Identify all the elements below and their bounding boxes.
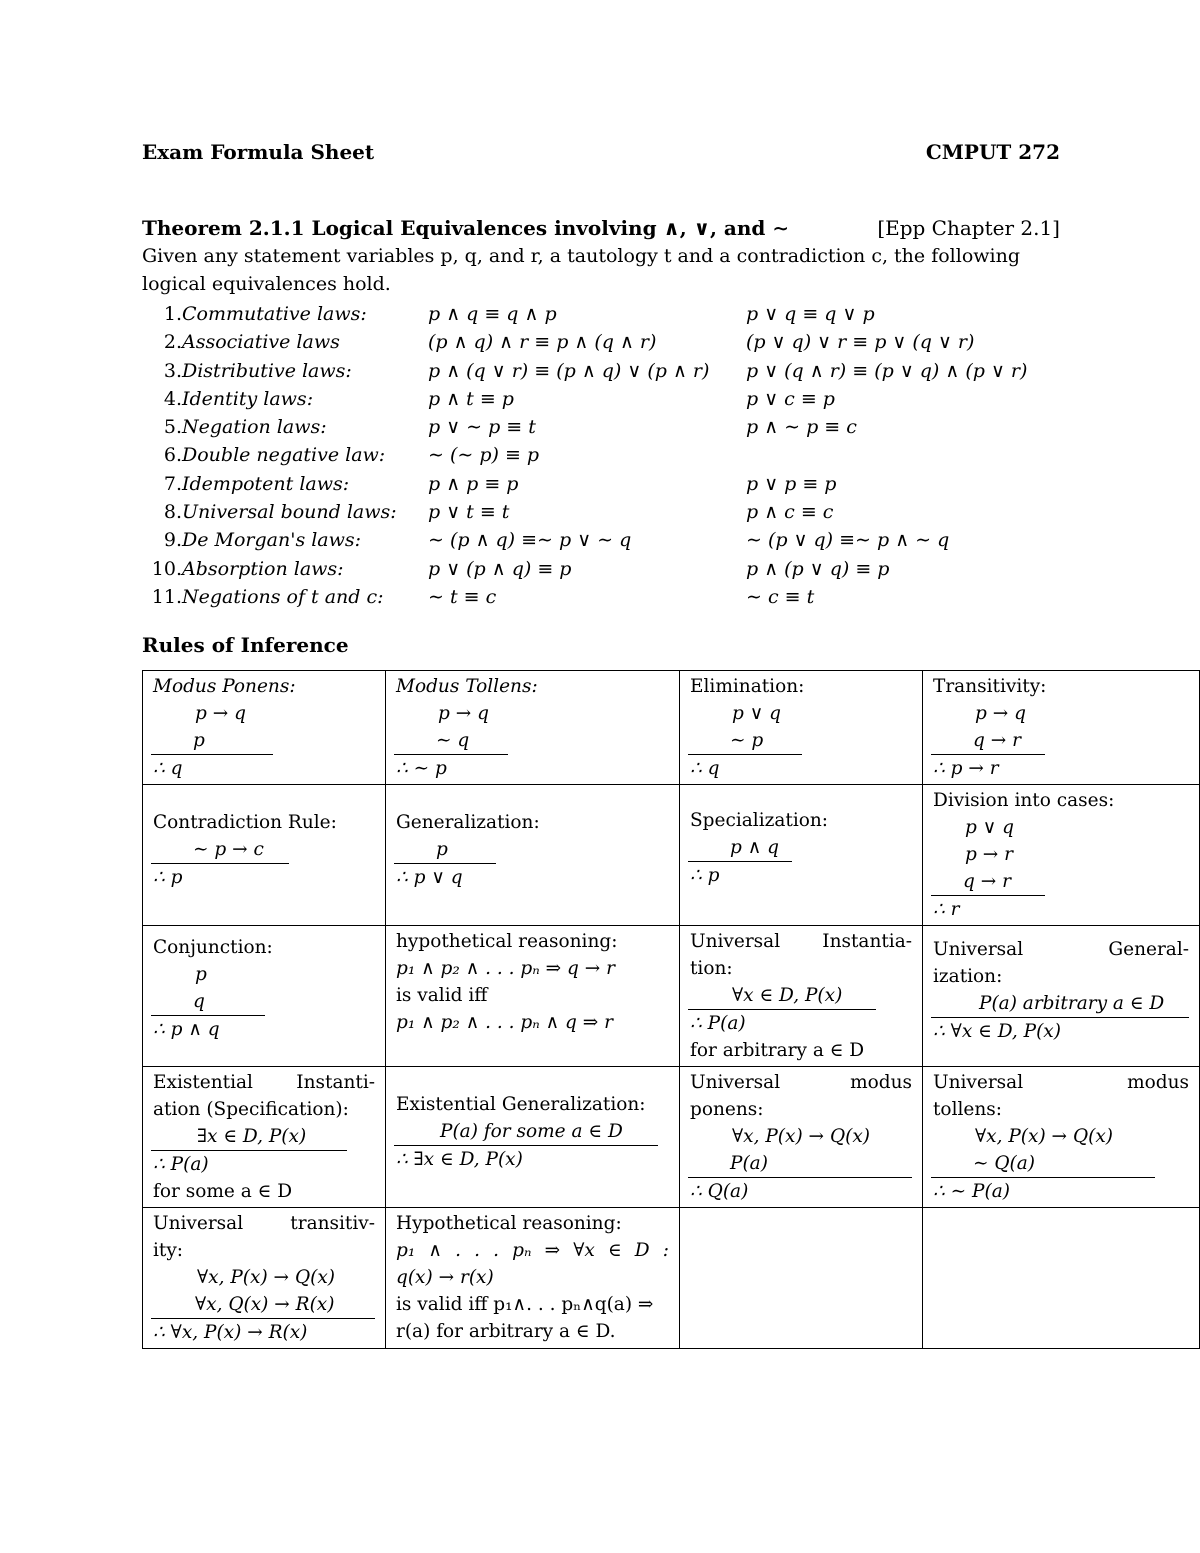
empty-cell [923, 1208, 1200, 1349]
rule-line: ∃x ∈ D, P(x) [151, 1123, 347, 1151]
law-number: 6. [163, 444, 182, 467]
rule-title: Generalization: [396, 812, 540, 833]
theorem-description [142, 242, 1060, 298]
rule-title: Modus Tollens: [396, 676, 538, 697]
rules-title: Rules of Inference [142, 633, 349, 658]
law-name: Double negative law: [182, 444, 386, 467]
rule-universal-instantiation [680, 926, 923, 1067]
law-name: Identity laws: [182, 387, 314, 410]
rule-title: Universal General- [933, 939, 1189, 960]
law-form-a: p ∧ p ≡ p [428, 472, 519, 495]
rule-conclusion: ∴ Q(a) [690, 1181, 749, 1202]
rule-line: p [151, 727, 273, 755]
rule-title: tollens: [933, 1099, 1002, 1120]
law-number: 11. [151, 585, 182, 608]
rule-title: Existential Generalization: [396, 1094, 646, 1115]
rule-elimination [680, 671, 923, 785]
rule-title: ation (Specification): [153, 1099, 349, 1120]
rule-line: ∀x, P(x) → Q(x) [975, 1126, 1113, 1147]
rule-line: ∼ p → c [151, 836, 289, 864]
law-form-b: ∼ (p ∨ q) ≡∼ p ∧ ∼ q [746, 529, 950, 552]
law-form-a: ∼ (∼ p) ≡ p [428, 444, 540, 467]
rule-line: ∀x, Q(x) → R(x) [151, 1291, 375, 1319]
rule-line: P(a) for some a ∈ D [394, 1118, 658, 1146]
rule-title: Conjunction: [153, 937, 273, 958]
rule-conclusion: ∴ ∃x ∈ D, P(x) [396, 1149, 523, 1170]
rule-line: P(a) [688, 1150, 912, 1178]
rule-conclusion: ∴ P(a) [153, 1154, 209, 1175]
law-form-b: p ∧ (p ∨ q) ≡ p [746, 557, 890, 580]
law-form-a: ∼ t ≡ c [428, 585, 497, 608]
rule-conclusion: ∴ p [153, 867, 183, 888]
law-name: Absorption laws: [182, 557, 344, 580]
theorem-heading [142, 216, 1060, 240]
rule-title: Transitivity: [933, 676, 1047, 697]
formula-sheet [142, 140, 1060, 657]
rule-conclusion: ∴ ∀x ∈ D, P(x) [933, 1021, 1061, 1042]
law-form-b: p ∨ (q ∧ r) ≡ (p ∨ q) ∧ (p ∨ r) [746, 359, 1028, 382]
rule-conclusion: ∴ P(a) [690, 1013, 746, 1034]
rule-line: p [195, 964, 207, 985]
rule-title: Contradiction Rule: [153, 812, 337, 833]
law-row [142, 583, 1060, 611]
rule-title: ization: [933, 966, 1003, 987]
rule-title: Modus Ponens: [153, 676, 296, 697]
law-form-a: (p ∧ q) ∧ r ≡ p ∧ (q ∧ r) [428, 331, 657, 354]
rule-line: q [151, 988, 265, 1016]
rule-title: Hypothetical reasoning: [396, 1213, 622, 1234]
rule-line: ∀x, P(x) → Q(x) [732, 1126, 870, 1147]
rule-line-text: P(a) arbitrary a ∈ D [979, 993, 1165, 1014]
rule-conclusion: ∴ ∀x, P(x) → R(x) [153, 1322, 308, 1343]
law-form-b: p ∧ c ≡ c [746, 501, 834, 524]
description-line: Given any statement variables p, q, and r, a tautology t and a contradiction c, the following [142, 245, 1021, 267]
sheet-title: Exam Formula Sheet [142, 140, 375, 164]
law-row [142, 300, 1060, 328]
law-form-a: ∼ (p ∧ q) ≡∼ p ∨ ∼ q [428, 529, 632, 552]
law-number: 7. [163, 472, 182, 495]
rule-conclusion: ∴ p [690, 865, 720, 886]
law-row [142, 357, 1060, 385]
rule-line: is valid iff [396, 985, 488, 1006]
rule-line: ∼ q [394, 727, 508, 755]
law-name: Distributive laws: [182, 359, 352, 382]
rule-line [931, 990, 1189, 1018]
law-form-a: p ∨ (p ∧ q) ≡ p [428, 557, 572, 580]
law-form-a: p ∧ (q ∨ r) ≡ (p ∧ q) ∨ (p ∧ r) [428, 359, 710, 382]
rule-conjunction [143, 926, 386, 1067]
law-number: 5. [163, 416, 182, 439]
law-name: Negation laws: [182, 416, 327, 439]
rule-line: ∼ Q(a) [931, 1150, 1155, 1178]
rule-title: Universal transitiv- [153, 1213, 375, 1234]
rule-line: p → q [195, 703, 246, 724]
rule-title: ity: [153, 1240, 184, 1261]
law-row [142, 470, 1060, 498]
law-form-b: p ∧ ∼ p ≡ c [746, 416, 857, 439]
law-form-b: (p ∨ q) ∨ r ≡ p ∨ (q ∨ r) [746, 331, 975, 354]
law-number: 1. [163, 303, 182, 325]
rule-title: tion: [690, 958, 733, 979]
rule-line: p ∧ q [688, 834, 792, 862]
rule-footnote: for some a ∈ D [153, 1181, 293, 1202]
rule-footnote: for arbitrary a ∈ D [690, 1040, 865, 1061]
rule-modus-ponens [143, 671, 386, 785]
rule-transitivity [923, 671, 1200, 785]
empty-cell [680, 1208, 923, 1349]
theorem-reference: [Epp Chapter 2.1] [877, 216, 1060, 240]
law-form-a: p ∨ ∼ p ≡ t [428, 416, 536, 439]
rule-hypothetical-reasoning-quantified [386, 1208, 680, 1349]
course-code: CMPUT 272 [925, 140, 1060, 164]
rules-table [142, 670, 1200, 1349]
rule-universal-modus-tollens [923, 1067, 1200, 1208]
rule-conclusion: ∴ p ∧ q [153, 1019, 220, 1040]
rule-line: p → q [975, 703, 1026, 724]
law-number: 3. [163, 359, 182, 382]
rule-line: is valid iff p₁∧. . . pₙ∧q(a) ⇒ [396, 1294, 654, 1315]
law-number: 9. [163, 529, 182, 552]
law-number: 2. [163, 331, 182, 354]
description-line: logical equivalences hold. [142, 273, 391, 295]
rule-line: p₁ ∧ p₂ ∧ . . . pₙ ∧ q ⇒ r [396, 1012, 613, 1033]
law-row [142, 441, 1060, 469]
laws-list [142, 300, 1060, 611]
rule-generalization [386, 785, 680, 926]
rule-modus-tollens [386, 671, 680, 785]
law-name: Negations of t and c: [182, 585, 384, 608]
law-form-b: ∼ c ≡ t [746, 585, 815, 608]
rule-conclusion: ∴ q [690, 758, 720, 779]
law-name: De Morgan's laws: [182, 529, 362, 552]
law-row [142, 526, 1060, 554]
rule-conclusion: ∴ ∼ p [396, 758, 447, 779]
rule-title: Universal Instantia- [690, 931, 912, 952]
rule-contradiction [143, 785, 386, 926]
rule-universal-modus-ponens [680, 1067, 923, 1208]
rule-title: Existential Instanti- [153, 1072, 375, 1093]
rule-line: q(x) → r(x) [396, 1267, 494, 1288]
law-row [142, 555, 1060, 583]
law-name: Idempotent laws: [182, 472, 350, 495]
rule-hypothetical-reasoning [386, 926, 680, 1067]
law-form-a: p ∧ q ≡ q ∧ p [428, 303, 557, 325]
rule-conclusion: ∴ p ∨ q [396, 867, 463, 888]
rule-line: r(a) for arbitrary a ∈ D. [396, 1321, 616, 1342]
rule-existential-generalization [386, 1067, 680, 1208]
law-name: Commutative laws: [182, 303, 367, 325]
law-form-b: p ∨ c ≡ p [746, 387, 835, 410]
rule-conclusion: ∴ r [933, 899, 960, 920]
law-number: 4. [163, 387, 182, 410]
rule-title: Universal modus [690, 1072, 912, 1093]
rule-line: p₁ ∧ p₂ ∧ . . . pₙ ⇒ q → r [396, 958, 615, 979]
rule-line: q → r [931, 868, 1045, 896]
rule-line: ∼ p [688, 727, 802, 755]
rule-title: Specialization: [690, 810, 829, 831]
rule-existential-instantiation [143, 1067, 386, 1208]
law-name: Universal bound laws: [182, 501, 397, 524]
law-row [142, 413, 1060, 441]
rule-line: p ∨ q [965, 817, 1014, 838]
rule-line: p → r [965, 844, 1013, 865]
law-row [142, 385, 1060, 413]
rule-line: p₁ ∧ . . . pₙ ⇒ ∀x ∈ D : [396, 1240, 669, 1261]
law-form-a: p ∨ t ≡ t [428, 501, 510, 524]
law-row [142, 498, 1060, 526]
rule-title: ponens: [690, 1099, 764, 1120]
rule-line: p → q [438, 703, 489, 724]
rule-line: p ∨ q [732, 703, 781, 724]
rule-line: p [394, 836, 496, 864]
header [142, 140, 1060, 174]
rule-conclusion: ∴ q [153, 758, 183, 779]
rule-title: hypothetical reasoning: [396, 931, 618, 952]
rule-line: ∀x, P(x) → Q(x) [197, 1267, 335, 1288]
rule-universal-generalization [923, 926, 1200, 1067]
rule-title: Division into cases: [933, 790, 1115, 811]
rule-division-into-cases [923, 785, 1200, 926]
rule-specialization [680, 785, 923, 926]
law-form-b: p ∨ p ≡ p [746, 472, 837, 495]
rule-title: Elimination: [690, 676, 805, 697]
rule-title: Universal modus [933, 1072, 1189, 1093]
rule-universal-transitivity [143, 1208, 386, 1349]
rule-conclusion: ∴ p → r [933, 758, 999, 779]
rule-conclusion: ∴ ∼ P(a) [933, 1181, 1010, 1202]
law-form-a: p ∧ t ≡ p [428, 387, 514, 410]
law-row [142, 328, 1060, 356]
rule-line: q → r [931, 727, 1045, 755]
law-number: 8. [163, 501, 182, 524]
law-form-b: p ∨ q ≡ q ∨ p [746, 303, 875, 325]
law-number: 10. [151, 557, 182, 580]
rule-line: ∀x ∈ D, P(x) [688, 982, 876, 1010]
theorem-title: Theorem 2.1.1 Logical Equivalences involving ∧, ∨, and ∼ [142, 216, 790, 240]
law-name: Associative laws [182, 331, 340, 354]
